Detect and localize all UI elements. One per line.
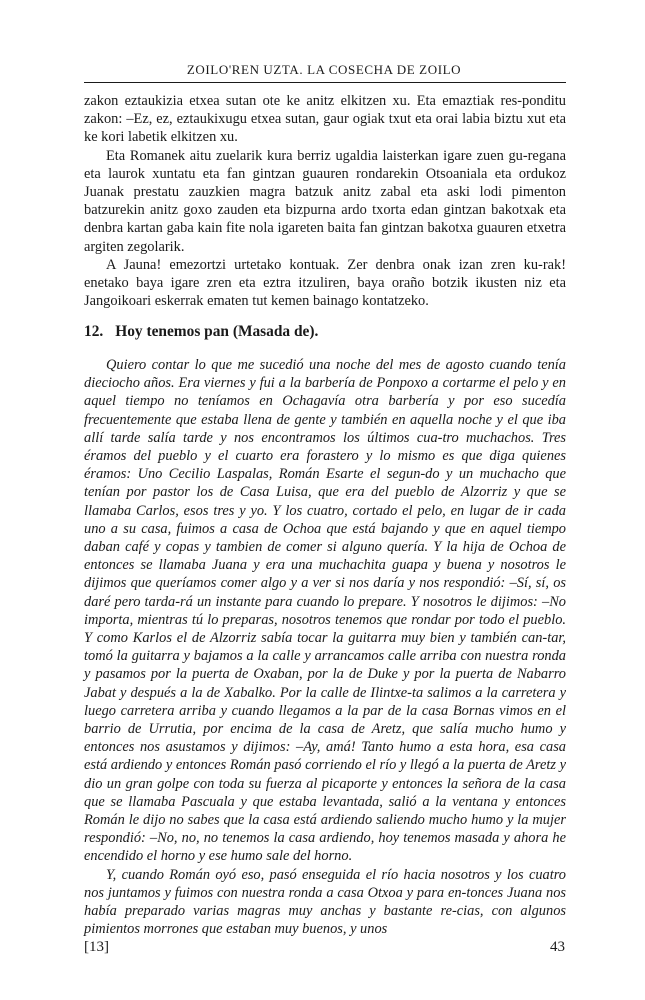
footer-section-ref: [13] <box>84 939 109 955</box>
spanish-text <box>84 356 566 939</box>
basque-text <box>84 92 566 310</box>
page-number: 43 <box>550 939 565 955</box>
spanish-paragraph-2: Y, cuando Román oyó eso, pasó enseguida el río hacia nosotros y los cuatro nos juntamos y fuimos con nuestra ronda a casa Otxoa y para en-tonces Juana nos había preparado varias magras muy anchas y bastante re-cias, con algunos pimientos morrones que estaban muy buenos, y unos <box>84 866 566 938</box>
header-rule <box>84 82 566 83</box>
section-heading <box>84 323 566 341</box>
spanish-paragraph-1: Quiero contar lo que me sucedió una noche del mes de agosto cuando tenía dieciocho años. Era viernes y fui a la barbería de Ponpoxo a cortarme el pelo y en aquel tiempo no teníamos en Ochagavía otra barbería y por eso sucedía frecuentemente que estaba llena de gente y también en aquella noche y el que iba allí tarde salía tarde y nos encontramos los últimos cua-tro muchachos. Tres éramos del pueblo y el cuarto era forastero y lo mismo es que diga quienes éramos: Uno Cecilio Laspalas, Román Esarte el segun-do y un muchacho que tenían por pastor los de Casa Luisa, que era del pueblo de Alzorriz y que se llamaba Carlos, esos tres y yo. Y los cuatro, cortado el pelo, en lugar de ir cada uno a su casa, fuimos a casa de Ochoa que está bajando y que en aquel tiempo daban café y copas y tambien de comer si alguno quería. Y la hija de Ochoa de entonces se llamaba Juana y era una muchachita guapa y buena y nosotros le dijimos que queríamos comer algo y a ver si nos daría y nos respondió: –Sí, sí, os daré pero tarda-rá un instante para cuando lo prepare. Y nosotros le dijimos: –No importa, mientras tú lo preparas, nosotros tenemos que rondar por todo el pueblo. Y como Karlos el de Alzorriz sabía tocar la guitarra muy bien y también can-tar, tomó la guitarra y bajamos a la calle y arrancamos calle arriba con nuestra ronda y pasamos por la puerta de Oxaban, por la de Duke y por la puerta de Nabarro Jabat y después a la de Xabalko. Por la calle de Ilintxe-ta salimos a la carretera y luego carretera arriba y cuando llegamos a la par de la casa Bornas vimos en el barrio de Urrutia, por encima de la casa de Aretz, que salía mucho humo y entonces nos asustamos y dijimos: –Ay, amá! Tanto humo a esta hora, esa casa está ardiendo y entonces Román pasó corriendo el río y llegó a la puerta de Aretz y dio un gran golpe con toda su fuerza al picaporte y entonces la señora de la casa que se llamaba Pascuala y que estaba levantada, salió a la ventana y entonces Román le dijo no sabes que la casa está ardiendo saliendo mucho humo y la mujer respondió: –No, no, no tenemos la casa ardiendo, hoy tenemos masada y ahora he encendido el horno y ese humo sale del horno. <box>84 357 566 865</box>
basque-paragraph-1: zakon eztaukizia etxea sutan ote ke anitz elkitzen xu. Eta emaztiak res-ponditu zakon: –Ez, ez, eztaukixugu etxea sutan, gaur ogiak txut eta orai labia biztu xut eta ke kori labetik elkitzen xu. <box>84 93 566 146</box>
running-header: ZOILO'REN UZTA. LA COSECHA DE ZOILO <box>186 62 462 77</box>
basque-paragraph-2: Eta Romanek aitu zuelarik kura berriz ugaldia laisterkan igare zuen gu-regana eta laurok xuntatu eta fan gintzan guauren rondarekin Otsoaniala eta ordukoz Juanak prestatu zauzkien magra batzuk anitz zabal eta aski lodi pimenton batzurekin anitz goxo zauden eta bizpurna ardo txorta edan gintzan bakotxak eta denbra kartan gaba kain fite nola igareten baita fan gintzan bakotxa guauren etxetra argiten zegolarik. <box>84 147 566 255</box>
section-title: Hoy tenemos pan (Masada de). <box>115 323 319 340</box>
basque-paragraph-3: A Jauna! emezortzi urtetako kontuak. Zer denbra onak izan zren ku-rak! enetako baya igare zren eta eztra itzuliren, baya oraño botzik ikusten niz eta Jangoikoari eskerrak ematen tut kemen bainago kontatzeko. <box>84 256 566 310</box>
section-number: 12. <box>84 323 104 340</box>
